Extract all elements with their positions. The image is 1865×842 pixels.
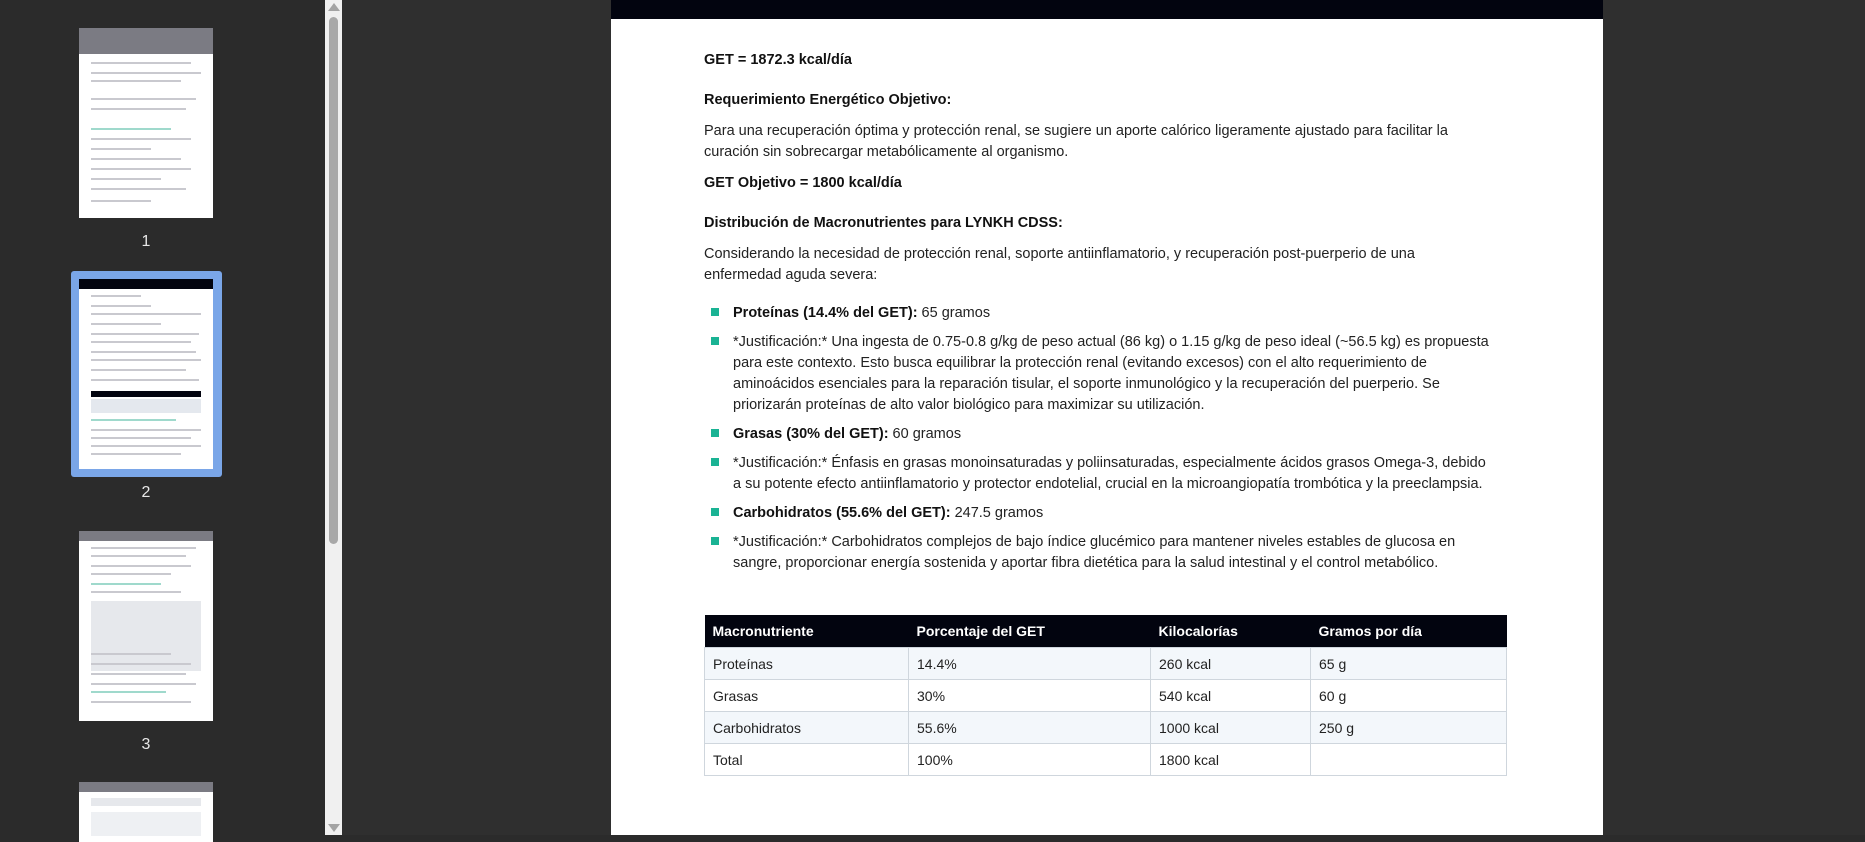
dist-paragraph-line-2: enfermedad aguda severa: xyxy=(704,267,878,283)
bullet-bold-label: Proteínas (14.4% del GET): xyxy=(733,305,918,321)
bullet-text: 60 gramos xyxy=(888,426,962,442)
list-item xyxy=(704,303,1494,324)
req-paragraph-line-1: Para una recuperación óptima y protección renal, se sugiere un aporte calórico ligeramente ajustado para facilitar la xyxy=(704,123,1448,139)
page-thumbnail-4[interactable] xyxy=(79,782,213,842)
bullet-square-icon xyxy=(711,429,719,437)
bullet-square-icon xyxy=(711,337,719,345)
req-heading: Requerimiento Energético Objetivo: xyxy=(704,92,952,108)
document-page xyxy=(611,0,1603,835)
table-row xyxy=(705,744,1507,776)
page-thumbnail-1[interactable] xyxy=(79,28,213,218)
scroll-up-arrow-icon[interactable] xyxy=(328,3,340,11)
page-thumbnail-3[interactable] xyxy=(79,531,213,721)
list-item xyxy=(704,453,1494,495)
table-row xyxy=(705,648,1507,680)
table-cell: 1800 kcal xyxy=(1151,744,1311,776)
page-thumbnail-2[interactable] xyxy=(79,279,213,469)
table-cell: Carbohidratos xyxy=(705,712,909,744)
bullet-square-icon xyxy=(711,537,719,545)
macronutrient-bullet-list xyxy=(704,303,1494,582)
table-cell: 65 g xyxy=(1311,648,1507,680)
bullet-text: *Justificación:* Una ingesta de 0.75-0.8 g/kg de peso actual (86 kg) o 1.15 g/kg de peso ideal (~56.5 kg) es propuesta para este contexto. Esto busca equilibrar la protección renal (evitando excesos) con el alto requerimiento de aminoácidos esenciales para la reparación tisular, el soporte inmunológico y la recuperación del puerperio. Se priorizarán proteínas de alto valor biológico para maximizar su utilización. xyxy=(733,334,1489,413)
bullet-square-icon xyxy=(711,308,719,316)
column-header: Porcentaje del GET xyxy=(909,615,1151,648)
dist-heading: Distribución de Macronutrientes para LYNKH CDSS: xyxy=(704,215,1063,231)
page-header-bar xyxy=(611,0,1603,19)
bullet-text: 65 gramos xyxy=(917,305,991,321)
bullet-text: *Justificación:* Énfasis en grasas monoinsaturadas y poliinsaturadas, especialmente ácidos grasos Omega-3, debido a su potente efecto antiinflamatorio y protector endotelial, crucial en la microangiopatía trombótica y la preeclampsia. xyxy=(733,455,1486,492)
table-cell: Grasas xyxy=(705,680,909,712)
dist-paragraph-line-1: Considerando la necesidad de protección renal, soporte antiinflamatorio, y recuperación post-puerperio de una xyxy=(704,246,1415,262)
get-objetivo: GET Objetivo = 1800 kcal/día xyxy=(704,175,902,191)
column-header: Gramos por día xyxy=(1311,615,1507,648)
list-item xyxy=(704,503,1494,524)
table-cell: 1000 kcal xyxy=(1151,712,1311,744)
table-cell: 14.4% xyxy=(909,648,1151,680)
bullet-square-icon xyxy=(711,508,719,516)
list-item xyxy=(704,332,1494,416)
thumbnail-scrollbar[interactable] xyxy=(325,0,342,835)
table-cell: Proteínas xyxy=(705,648,909,680)
document-viewer xyxy=(342,0,1865,835)
table-cell: 60 g xyxy=(1311,680,1507,712)
scroll-down-arrow-icon[interactable] xyxy=(328,824,340,832)
table-header-row xyxy=(705,615,1507,648)
table-cell: 250 g xyxy=(1311,712,1507,744)
thumbnail-label-3: 3 xyxy=(141,736,151,753)
list-item xyxy=(704,424,1494,445)
macronutrient-table xyxy=(704,615,1507,776)
table-cell xyxy=(1311,744,1507,776)
bullet-bold-label: Carbohidratos (55.6% del GET): xyxy=(733,505,951,521)
table-cell: 30% xyxy=(909,680,1151,712)
get-value: GET = 1872.3 kcal/día xyxy=(704,52,852,68)
table-row xyxy=(705,712,1507,744)
table-cell: Total xyxy=(705,744,909,776)
column-header: Kilocalorías xyxy=(1151,615,1311,648)
bullet-square-icon xyxy=(711,458,719,466)
table-cell: 260 kcal xyxy=(1151,648,1311,680)
table-cell: 55.6% xyxy=(909,712,1151,744)
req-paragraph-line-2: curación sin sobrecargar metabólicamente al organismo. xyxy=(704,144,1069,160)
table-cell: 540 kcal xyxy=(1151,680,1311,712)
column-header: Macronutriente xyxy=(705,615,909,648)
thumbnail-label-1: 1 xyxy=(141,233,151,250)
list-item xyxy=(704,532,1494,574)
table-cell: 100% xyxy=(909,744,1151,776)
bullet-bold-label: Grasas (30% del GET): xyxy=(733,426,889,442)
scrollbar-thumb[interactable] xyxy=(329,17,338,544)
thumbnail-label-2: 2 xyxy=(141,484,151,501)
bullet-text: *Justificación:* Carbohidratos complejos de bajo índice glucémico para mantener niveles estables de glucosa en sangre, proporcionar energía sostenida y aportar fibra dietética para la salud intestinal y el control metabólico. xyxy=(733,534,1456,571)
bullet-text: 247.5 gramos xyxy=(950,505,1044,521)
thumbnail-sidebar xyxy=(0,0,325,835)
table-row xyxy=(705,680,1507,712)
